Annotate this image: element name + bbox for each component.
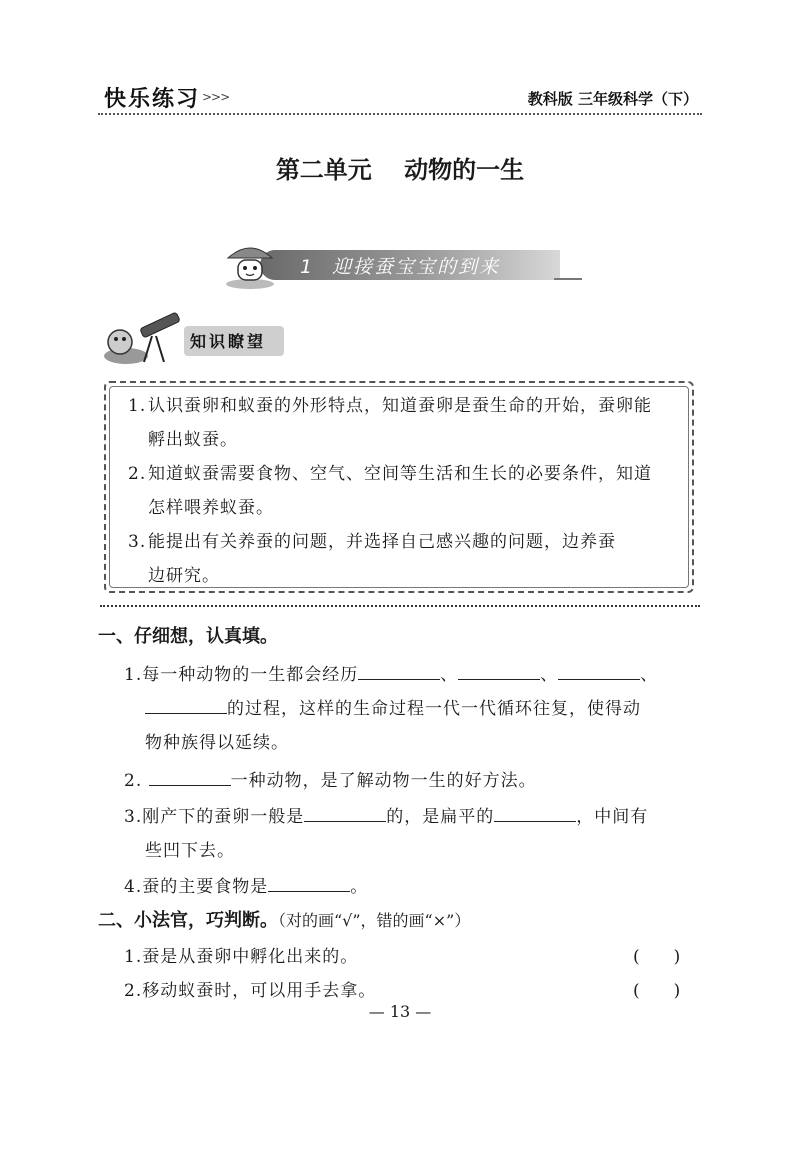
- unit-label: 第二单元: [275, 156, 372, 184]
- telescope-icon: [100, 306, 190, 366]
- part2-heading: 二、小法官，巧判断。（对的画“√”，错的画“×”）: [98, 910, 471, 931]
- question-2: 2. 一种动物，是了解动物一生的好方法。: [124, 766, 537, 791]
- answer-parentheses[interactable]: ( ): [633, 981, 681, 1001]
- page-number: — 13 —: [368, 1002, 432, 1021]
- page-header: [98, 76, 702, 116]
- part1-heading: 一、仔细想，认真填。: [98, 626, 278, 647]
- objective-item: 3. 能提出有关养蚕的问题，并选择自己感兴趣的问题，边养蚕 边研究。: [128, 532, 616, 586]
- fill-blank[interactable]: [458, 661, 540, 680]
- question-3-line-2: 些凹下去。: [145, 841, 235, 861]
- question-3-line-1: 3.刚产下的蚕卵一般是 的，是扁平的 ，中间有: [124, 802, 648, 827]
- section-label: 知识瞭望: [190, 332, 267, 351]
- fill-blank[interactable]: [494, 803, 576, 822]
- fill-blank[interactable]: [145, 695, 227, 714]
- unit-name: 动物的一生: [404, 156, 525, 184]
- lesson-number: 1: [300, 256, 315, 278]
- section-label-tag: [184, 326, 284, 356]
- fill-blank[interactable]: [268, 873, 350, 892]
- lesson-banner: [220, 238, 590, 290]
- edition-label: 教科版 三年级科学（下）: [527, 90, 698, 108]
- learning-objectives-box: [104, 381, 694, 593]
- part2-note: （对的画“√”，错的画“×”）: [278, 911, 471, 930]
- question-1-line-1: 1.每一种动物的一生都会经历 、 、 、: [124, 660, 658, 685]
- question-4: 4.蚕的主要食物是 。: [124, 872, 368, 897]
- lesson-name: 迎接蚕宝宝的到来: [332, 256, 501, 278]
- header-divider: [98, 113, 702, 115]
- objective-item: 2. 知道蚁蚕需要食物、空气、空间等生活和生长的必要条件，知道 怎样喂养蚁蚕。: [128, 464, 652, 518]
- chevron-decoration: >>>: [202, 90, 230, 104]
- banner-tail-line: [554, 278, 582, 280]
- lesson-title: [300, 252, 500, 279]
- question-1-line-3: 物种族得以延续。: [145, 733, 289, 753]
- unit-title: [0, 150, 800, 185]
- knowledge-section-heading: [100, 306, 300, 366]
- fill-blank[interactable]: [149, 767, 231, 786]
- answer-parentheses[interactable]: ( ): [633, 947, 681, 967]
- question-1-line-2: 的过程，这样的生命过程一代一代循环往复，使得动: [145, 694, 641, 719]
- section-divider: [100, 605, 700, 607]
- judge-item-1: 1.蚕是从蚕卵中孵化出来的。: [124, 947, 359, 967]
- fill-blank[interactable]: [358, 661, 440, 680]
- objective-item: 1. 认识蚕卵和蚁蚕的外形特点，知道蚕卵是蚕生命的开始，蚕卵能 孵出蚁蚕。: [128, 396, 652, 450]
- fill-blank[interactable]: [304, 803, 386, 822]
- fill-blank[interactable]: [558, 661, 640, 680]
- judge-item-2: 2.移动蚁蚕时，可以用手去拿。: [124, 981, 377, 1001]
- series-brand: 快乐练习: [104, 87, 201, 112]
- mascot-icon: [220, 238, 280, 290]
